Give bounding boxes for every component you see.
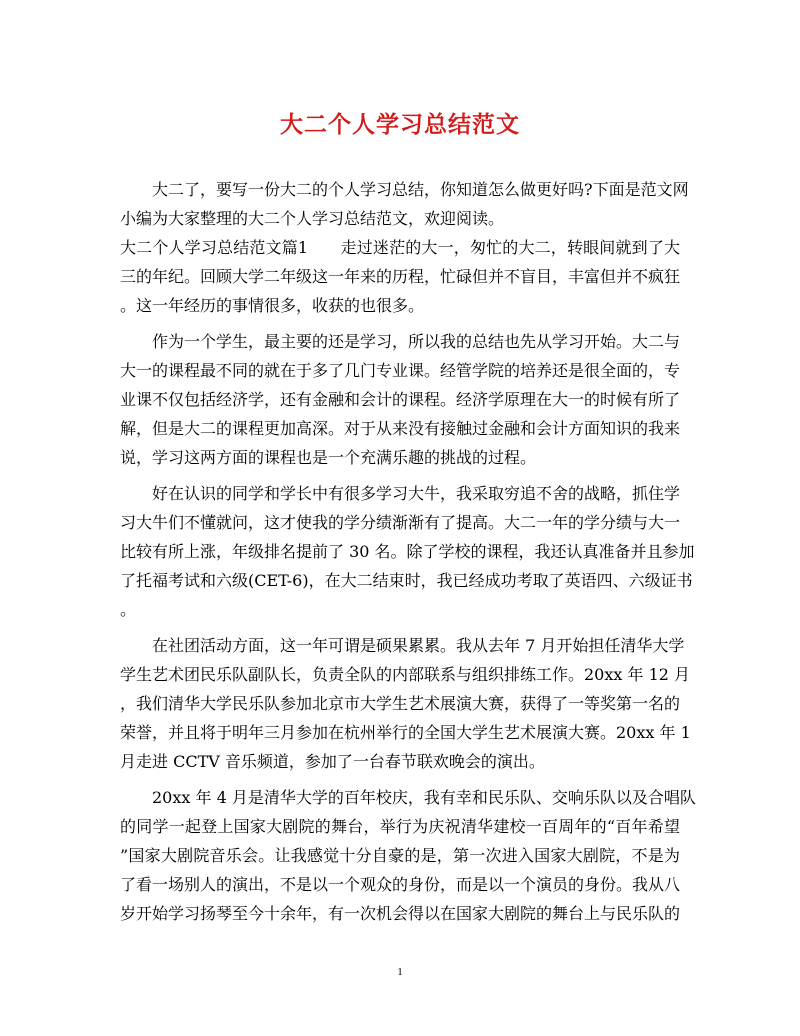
paragraph-line: 荣誉，并且将于明年三月参加在杭州举行的全国大学生艺术展演大赛。20xx 年 1 — [120, 723, 691, 742]
paragraph-line: 了看一场别人的演出，不是以一个观众的身份，而是以一个演员的身份。我从八 — [120, 875, 681, 894]
paragraph-line: 作为一个学生，最主要的还是学习，所以我的总结也先从学习开始。大二与 — [120, 332, 681, 351]
paragraph-line: 月走进 CCTV 音乐频道，参加了一台春节联欢晚会的演出。 — [120, 752, 545, 771]
paragraph-line: 大一的课程最不同的就在于多了几门专业课。经管学院的培养还是很全面的，专 — [120, 361, 681, 380]
paragraph-line: 说，学习这两方面的课程也是一个充满乐趣的挑战的过程。 — [120, 448, 537, 467]
paragraph-line: 好在认识的同学和学长中有很多学习大牛，我采取穷追不舍的战略，抓住学 — [120, 484, 681, 503]
paragraph-line: ，我们清华大学民乐队参加北京市大学生艺术展演大赛，获得了一等奖第一名的 — [120, 694, 681, 713]
paragraph-line: 在社团活动方面，这一年可谓是硕果累累。我从去年 7 月开始担任清华大学 — [120, 636, 685, 655]
paragraph-line: 小编为大家整理的大二个人学习总结范文，欢迎阅读。 — [120, 209, 505, 228]
paragraph-line: 业课不仅包括经济学，还有金融和会计的课程。经济学原理在大一的时候有所了 — [120, 390, 681, 409]
paragraph-line: 20xx 年 4 月是清华大学的百年校庆，我有幸和民乐队、交响乐队以及合唱队 — [120, 788, 696, 807]
paragraph-line: 习大牛们不懂就问，这才使我的学分绩渐渐有了提高。大二一年的学分绩与大一 — [120, 513, 681, 532]
paragraph-line: 比较有所上涨，年级排名提前了 30 名。除了学校的课程，我还认真准备并且参加 — [120, 542, 695, 561]
paragraph-line: 大二个人学习总结范文篇1 走过迷茫的大一，匆忙的大二，转眼间就到了大 — [120, 238, 680, 257]
paragraph-line: 学生艺术团民乐队副队长，负责全队的内部联系与组织排练工作。20xx 年 12 月 — [120, 665, 691, 684]
paragraph-line: 。 — [120, 600, 137, 619]
paragraph-line: 了托福考试和六级(CET-6)，在大二结束时，我已经成功考取了英语四、六级证书 — [120, 571, 693, 590]
paragraph-line: 的同学一起登上国家大剧院的舞台，举行为庆祝清华建校一百周年的“百年希望 — [120, 817, 680, 836]
paragraph-line: 三的年纪。回顾大学二年级这一年来的历程，忙碌但并不盲目，丰富但并不疯狂 — [120, 267, 681, 286]
document-title: 大二个人学习总结范文 — [280, 111, 520, 138]
paragraph-line: 解，但是大二的课程更加高深。对于从来没有接触过金融和会计方面知识的我来 — [120, 419, 681, 438]
paragraph-line: 大二了，要写一份大二的个人学习总结，你知道怎么做更好吗?下面是范文网 — [120, 180, 689, 199]
paragraph-line: 。这一年经历的事情很多，收获的也很多。 — [120, 296, 425, 315]
paragraph-line: 岁开始学习扬琴至今十余年，有一次机会得以在国家大剧院的舞台上与民乐队的 — [120, 904, 681, 923]
paragraph-line: ”国家大剧院音乐会。让我感觉十分自豪的是，第一次进入国家大剧院，不是为 — [120, 846, 680, 865]
page-number: 1 — [397, 966, 403, 978]
